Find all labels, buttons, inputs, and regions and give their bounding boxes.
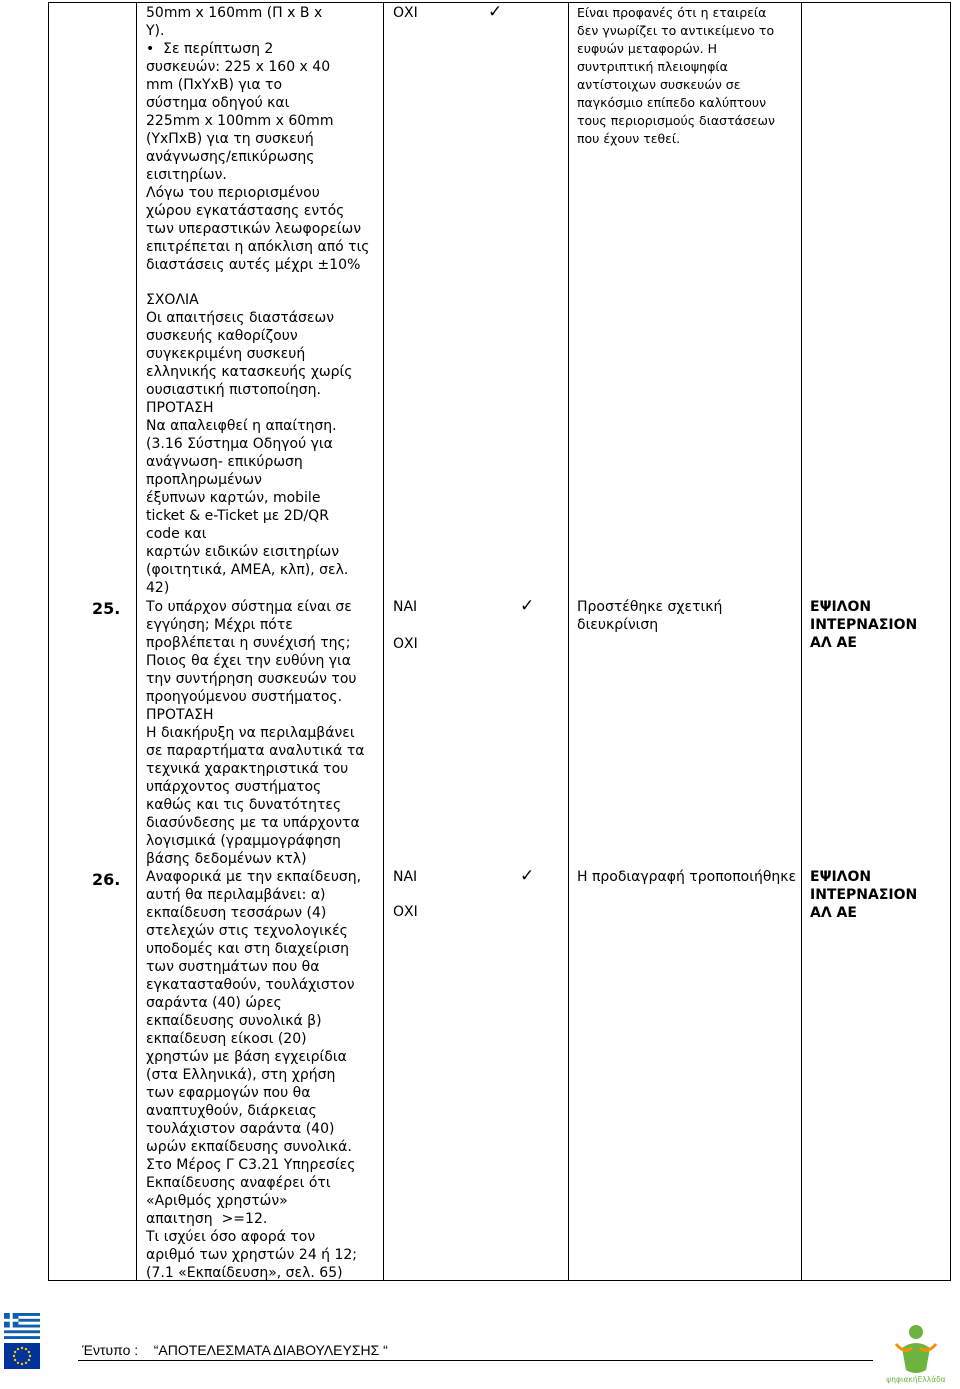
row-25-answer-no: ΟΧΙ (393, 636, 418, 652)
row-cont-answer: ΟΧΙ (393, 5, 418, 21)
digital-greece-logo (876, 1318, 956, 1384)
greece-flag-icon (4, 1313, 40, 1339)
logo-text: ψηφιακήΕλλάδα (886, 1375, 946, 1384)
col-sep-4 (801, 2, 802, 1281)
footer-document-title: “ΑΠΟΤΕΛΕΣΜΑΤΑ ΔΙΑΒΟΥΛΕΥΣΗΣ “ (153, 1342, 388, 1358)
col-sep-2 (383, 2, 384, 1281)
row-25-description: Το υπάρχον σύστημα είναι σε εγγύηση; Μέχρι πότε προβλέπεται η συνέχισή της; Ποιος θα έχει την ευθύνη για την συντήρηση συσκευών του προηγούμενου συστήματος. ΠΡΟΤΑΣΗ Η διακήρυξη να περιλαμβάνει σε παραρτήματα αναλυτικά τα τεχνικά χαρακτηριστικά του υπάρχοντος συστήματος καθώς και τις δυνατότητες διασύνδεσης με τα υπάρχοντα λογισμικά (γραμμογράφηση βάσης δεδομένων κτλ) (146, 599, 365, 867)
row-26-description: Αναφορικά με την εκπαίδευση, αυτή θα περιλαμβάνει: α) εκπαίδευση τεσσάρων (4) στελεχών στις τεχνολογικές υποδομές και στη διαχείριση των συστημάτων που θα εγκατασταθούν, τουλάχιστον σαράντα (40) ώρες εκπαίδευσης συνολικά β) εκπαίδευση είκοσι (20) χρηστών με βάση εγχειρίδια (στα Ελληνικά), στη χρήση των εφαρμογών που θα αναπτυχθούν, διάρκειας τουλάχιστον σαράντα (40) ωρών εκπαίδευσης συνολικά. Στο Μέρος Γ C3.21 Υπηρεσίες Εκπαίδευσης αναφέρει ότι «Αριθμός χρηστών» απαιτηση >=12. Τι ισχύει όσο αφορά τον αριθμό των χρηστών 24 ή 12; (7.1 «Εκπαίδευση», σελ. 65) (146, 869, 362, 1281)
row-25-check-icon: ✓ (520, 596, 535, 616)
eu-flag-icon (4, 1343, 40, 1369)
footer-title (82, 1342, 388, 1358)
row-25-response: Προστέθηκε σχετική διευκρίνιση (577, 599, 723, 633)
row-cont-response: Είναι προφανές ότι η εταιρεία δεν γνωρίζει το αντικείμενο το ευφυών μεταφορών. Η συντριπτική πλειοψηφία αντίστοιχων συσκευών σε παγκόσμιο επίπεδο καλύπτουν τους περιορισμούς διαστάσεων που έχουν τεθεί. (577, 5, 775, 146)
row-26-check-icon: ✓ (520, 866, 535, 886)
col-sep-1 (136, 2, 137, 1281)
row-cont-description: 50mm x 160mm (Π x Β x Υ). • Σε περίπτωση 2 συσκευών: 225 x 160 x 40 mm (ΠxΥxΒ) για το σύστημα οδηγού και 225mm x 100mm x 60mm (ΥxΠxΒ) για τη συσκευή ανάγνωσης/επικύρωσης εισιτηρίων. Λόγω του περιορισμένου χώρου εγκατάστασης εντός των υπεραστικών λεωφορείων επιτρέπεται η απόκλιση από τις διαστάσεις αυτές μέχρι ±10% (146, 5, 370, 273)
col-sep-3 (568, 2, 569, 1281)
row-25-company: ΕΨΙΛΟΝ ΙΝΤΕΡΝΑΣΙΟΝ ΑΛ ΑΕ (810, 599, 918, 651)
footer-label: Έντυπο : (82, 1342, 139, 1358)
row-26-company: ΕΨΙΛΟΝ ΙΝΤΕΡΝΑΣΙΟΝ ΑΛ ΑΕ (810, 869, 918, 921)
row-26-response: Η προδιαγραφή τροποποιήθηκε (577, 869, 797, 885)
row-25-number: 25. (92, 599, 121, 618)
footer-rule (78, 1360, 873, 1361)
row-cont-check-icon: ✓ (488, 2, 503, 22)
row-26-number: 26. (92, 870, 121, 889)
row-26-answer-yes: ΝΑΙ (393, 869, 418, 885)
row-25-answer-yes: ΝΑΙ (393, 599, 418, 615)
row-cont-comments: ΣΧΟΛΙΑ Οι απαιτήσεις διαστάσεων συσκευής καθορίζουν συγκεκριμένη συσκευή ελληνικής κατασκευής χωρίς ουσιαστική πιστοποίηση. ΠΡΟΤΑΣΗ Να απαλειφθεί η απαίτηση. (3.16 Σύστημα Οδηγού για ανάγνωση- επικύρωση προπληρωμένων έξυπνων καρτών, mobile ticket & e-Ticket με 2D/QR code και καρτών ειδικών εισιτηρίων (φοιτητικά, ΑΜΕΑ, κλπ), σελ. 42) (146, 292, 353, 596)
row-26-answer-no: ΟΧΙ (393, 904, 418, 920)
